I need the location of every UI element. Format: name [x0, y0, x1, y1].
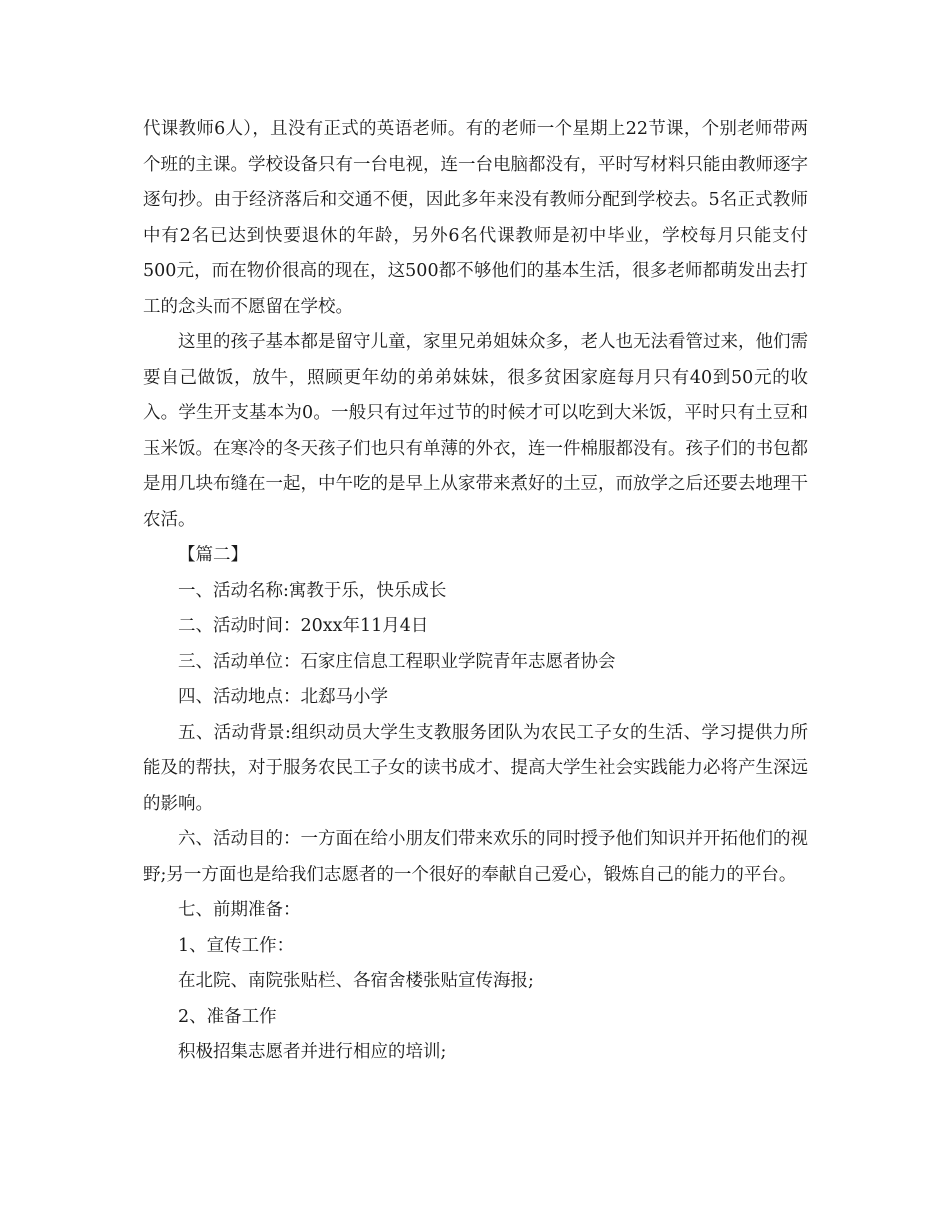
- document-body: [143, 112, 808, 1071]
- preparation-work-detail: 积极招集志愿者并进行相应的培训;: [178, 1042, 447, 1062]
- publicity-heading: 1、宣传工作：: [178, 935, 295, 956]
- activity-purpose: 六、活动目的：一方面在给小朋友们带来欢乐的同时授予他们知识并开拓他们的视野;另一方面也是给我们志愿者的一个很好的奉献自己爱心，锻炼自己的能力的平台。: [143, 829, 808, 885]
- preparation-heading: 七、前期准备：: [178, 900, 301, 920]
- activity-time: 二、活动时间：20xx年11月4日: [178, 616, 429, 636]
- preparation-work-heading: 2、准备工作: [178, 1006, 277, 1027]
- activity-location: 四、活动地点：北郄马小学: [178, 687, 388, 707]
- activity-organizer: 三、活动单位：石家庄信息工程职业学院青年志愿者协会: [178, 651, 616, 672]
- paragraph-teacher-situation: 代课教师6人），且没有正式的英语老师。有的老师一个星期上22节课，个别老师带两个班的主课。学校设备只有一台电视，连一台电脑都没有，平时写材料只能由教师逐字逐句抄。由于经济落后和交通不便，因此多年来没有教师分配到学校去。5名正式教师中有2名已达到快要退休的年龄，另外6名代课教师是初中毕业，学校每月只能支付500元，而在物价很高的现在，这500都不够他们的基本生活，很多老师都萌发出去打工的念头而不愿留在学校。: [143, 119, 808, 317]
- publicity-detail: 在北院、南院张贴栏、各宿舍楼张贴宣传海报;: [178, 971, 534, 991]
- paragraph-children-situation: 这里的孩子基本都是留守儿童，家里兄弟姐妹众多，老人也无法看管过来，他们需要自己做饭，放牛，照顾更年幼的弟弟妹妹，很多贫困家庭每月只有40到50元的收入。学生开支基本为0。一般只有过年过节的时候才可以吃到大米饭，平时只有土豆和玉米饭。在寒冷的冬天孩子们也只有单薄的外衣，连一件棉服都没有。孩子们的书包都是用几块布缝在一起，中午吃的是早上从家带来煮好的土豆，而放学之后还要去地理干农活。: [143, 332, 808, 530]
- section-heading-part-two: 【篇二】: [178, 545, 248, 565]
- activity-name: 一、活动名称:寓教于乐，快乐成长: [178, 580, 447, 601]
- activity-background: 五、活动背景:组织动员大学生支教服务团队为农民工子女的生活、学习提供力所能及的帮扶，对于服务农民工子女的读书成才、提高大学生社会实践能力必将产生深远的影响。: [143, 722, 808, 814]
